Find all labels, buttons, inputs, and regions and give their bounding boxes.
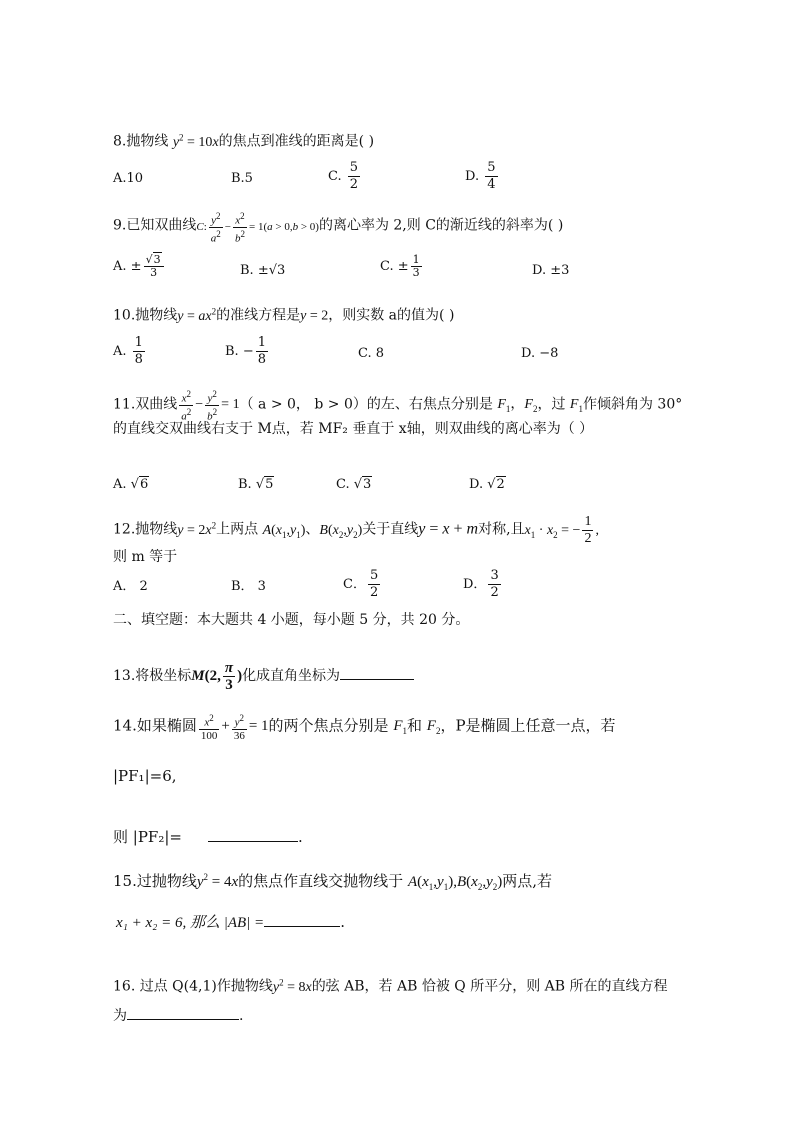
q11-option-d: D. √2 xyxy=(469,477,505,492)
q9-option-d: D. ±3 xyxy=(532,263,570,278)
q11-part1: （ a > 0， b > 0）的左、右焦点分别是 xyxy=(239,396,498,413)
q10-directrix: y = 2 xyxy=(300,308,329,324)
q10-option-a: A. $\frac{1}{8}$ xyxy=(113,335,143,367)
q14-line2: |PF₁|=6, xyxy=(113,767,177,785)
q11-f1: $F_1$ xyxy=(569,397,583,415)
q10-suffix: ，则实数 a的值为( ) xyxy=(328,307,455,324)
q15-points: $A(x_1,y_1),B(x_2,y_2)$ xyxy=(407,874,503,892)
q11-foci: $F_1$，$F_2$ xyxy=(497,397,538,415)
q15-answer-blank[interactable] xyxy=(264,912,340,927)
q12-option-a: A． 2 xyxy=(113,579,148,594)
q12-option-d: D． $\frac{3}{2}$ xyxy=(463,568,499,600)
q12-prefix: 12.抛物线 xyxy=(113,521,178,538)
q14-line3: 则 |PF₂|= . xyxy=(113,828,303,846)
q16-parabola: $y^2 = 8x$ xyxy=(272,977,312,995)
question-16 xyxy=(113,973,668,997)
q11-part3: 作倾斜角为 30° xyxy=(582,396,683,413)
q12-curve: $y = 2x^2$ xyxy=(177,520,217,538)
q12-part4: 对称,且 xyxy=(478,521,525,538)
q15-part1: 的焦点作直线交抛物线于 xyxy=(238,872,408,890)
q16-suffix: 的弦 AB，若 AB 恰被 Q 所平分，则 AB 所在的直线方程 xyxy=(311,978,668,995)
q12-part3: 关于直线 xyxy=(362,521,419,538)
q16-prefix: 16. 过点 Q(4,1)作抛物线 xyxy=(113,978,273,995)
q14-prefix: 14.如果椭圆 xyxy=(113,716,197,735)
q12-part1: 上两点 xyxy=(216,521,263,538)
q11-prefix: 11.双曲线 xyxy=(113,396,178,413)
q12-option-c: C． $\frac{5}{2}$ xyxy=(343,568,379,600)
q12-point-b: $B(x_2,y_2)$ xyxy=(319,522,363,540)
q8-option-a: A.10 xyxy=(113,171,144,186)
q9-suffix: 的离心率为 2,则 C的渐近线的斜率为( ) xyxy=(318,217,564,234)
q10-formula: $y = ax^2$ xyxy=(177,306,217,324)
q12-option-b: B． 3 xyxy=(231,579,266,594)
q12-line2: 则 m 等于 xyxy=(113,549,178,565)
question-15 xyxy=(113,868,552,896)
q14-ellipse: $\frac{x^2}{100}$ + $\frac{y^2}{36}$ = 1 xyxy=(200,713,269,742)
q10-option-b: B. − $\frac{1}{8}$ xyxy=(225,335,266,367)
q13-prefix: 13.将极坐标 xyxy=(113,667,192,684)
q10-option-d: D. −8 xyxy=(521,346,559,361)
q8-prefix: 8.抛物线 xyxy=(113,133,173,150)
q15-prefix: 15.过抛物线 xyxy=(113,872,197,890)
q15-line2: x₁ + x₂ = 6, 那么 |AB| = . xyxy=(116,913,345,931)
question-13 xyxy=(113,660,414,693)
q11-option-b: B. √5 xyxy=(238,477,274,492)
q8-formula: $y^2 = 10x$ xyxy=(172,132,219,150)
q8-option-b: B.5 xyxy=(231,171,253,186)
q9-option-b: B. ±√3 xyxy=(240,263,286,278)
q15-parabola: $y^2 = 4x$ xyxy=(196,872,239,890)
q12-part2: 、 xyxy=(305,521,320,538)
q13-suffix: 化成直角坐标为 xyxy=(242,667,341,684)
question-12 xyxy=(113,514,599,547)
section-2-heading: 二、填空题：本大题共 4 小题，每小题 5 分，共 20 分。 xyxy=(113,612,470,628)
q11-option-a: A. √6 xyxy=(113,477,149,492)
q13-answer-blank[interactable] xyxy=(340,665,414,680)
q9-prefix: 9.已知双曲线 xyxy=(113,217,197,234)
q8-suffix: 的焦点到准线的距离是( ) xyxy=(218,133,375,150)
q13-point: M(2, $\frac{\pi}{3}$ ) xyxy=(191,660,243,693)
q11-option-c: C. √3 xyxy=(336,477,372,492)
q14-part2: 和 xyxy=(407,716,427,735)
q16-answer-blank[interactable] xyxy=(127,1005,239,1020)
q9-option-a: A. ± $\frac{√3}{3}$ xyxy=(113,254,166,279)
q15-part2: 两点,若 xyxy=(502,872,553,890)
q10-middle: 的准线方程是 xyxy=(216,307,301,324)
q11-formula: $\frac{x^2}{a^2}$ − $\frac{y^2}{b^2}$ = 1 xyxy=(181,389,240,423)
q12-point-a: $A(x_1,y_1)$ xyxy=(262,522,306,540)
question-8 xyxy=(113,128,374,152)
question-10 xyxy=(113,302,454,326)
q14-answer-blank[interactable] xyxy=(208,827,298,842)
q10-option-c: C. 8 xyxy=(358,346,385,361)
q8-option-d: D. $\frac{5}{4}$ xyxy=(465,160,496,192)
q9-formula: C: $\frac{y^2}{a^2}$ − $\frac{x^2}{b^2}$ = 1(a > 0,b > 0) xyxy=(196,211,319,245)
q12-line: y = x + m xyxy=(418,520,479,538)
q14-part3: ，P是椭圆上任意一点，若 xyxy=(440,716,616,735)
q14-part1: 的两个焦点分别是 xyxy=(268,716,394,735)
q12-condition: $x_1 \cdot x_2$ = − $\frac{1}{2}$ , xyxy=(524,514,599,546)
q11-part2: ，过 xyxy=(537,396,570,413)
q8-option-c: C. $\frac{5}{2}$ xyxy=(328,160,359,192)
question-14: 14.如果椭圆 $\frac{x^2}{100}$ + $\frac{y^2}{36}$ = 1的两个焦点分别是 $F_1$和 $F_2$，P是椭圆上任意一点，若 xyxy=(113,713,616,742)
q16-line2: 为 . xyxy=(113,1005,243,1025)
q10-prefix: 10.抛物线 xyxy=(113,307,178,324)
question-11 xyxy=(113,388,682,422)
q9-option-c: C. ± $\frac{1}{3}$ xyxy=(380,253,420,279)
question-9 xyxy=(113,210,563,244)
q11-line2: 的直线交双曲线右支于 M点，若 MF₂ 垂直于 x轴，则双曲线的离心率为（ ） xyxy=(113,421,594,437)
